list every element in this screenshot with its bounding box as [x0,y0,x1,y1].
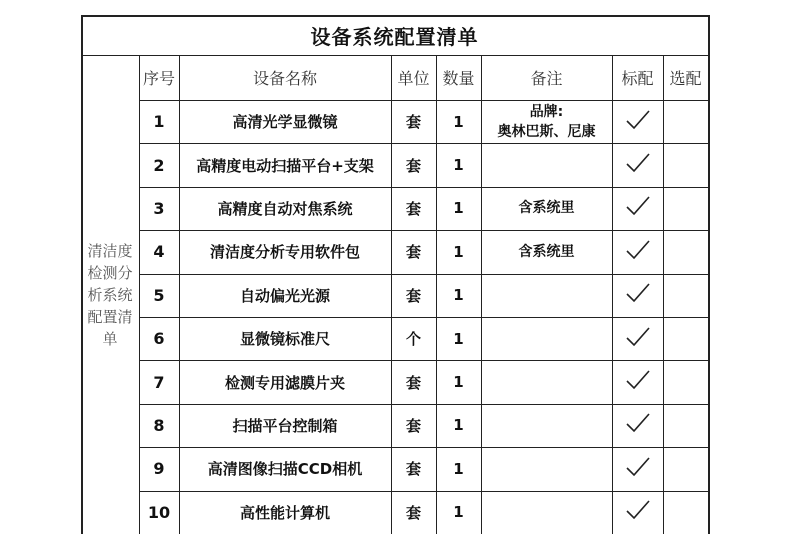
row-qty: 1 [453,112,464,131]
row-standard [612,360,663,403]
row-note-line: 奥林巴斯、尼康 [497,123,596,140]
checkmark-icon [625,499,651,525]
row-note-line: 含系统里 [518,243,575,260]
row-optional [663,360,708,403]
border-row [139,274,709,275]
row-optional [663,491,708,534]
row-device-name: 高精度自动对焦系统 [217,199,353,218]
border-header [139,100,709,101]
header-standard: 标配 [621,69,654,88]
border-column [612,55,613,534]
row-unit: 套 [405,243,421,262]
row-note-line: 品牌: [529,103,564,120]
table-title: 设备系统配置清单 [310,24,479,49]
row-note-lines [519,198,575,218]
checkmark-icon [625,369,651,395]
row-index: 6 [153,329,165,349]
row-unit: 套 [405,199,421,218]
row-optional [663,100,708,143]
border-row [139,404,709,405]
row-device-name: 高精度电动扫描平台+支架 [196,156,374,175]
row-unit: 套 [405,373,421,392]
row-note [481,491,612,534]
checkmark-icon [625,109,651,135]
row-device-name: 自动偏光光源 [239,286,330,305]
row-index: 8 [153,415,165,435]
border-column [436,55,437,534]
border-right [708,15,710,534]
row-note [481,404,612,447]
row-index: 5 [153,285,165,305]
row-qty: 1 [453,373,464,392]
row-unit: 套 [405,286,421,305]
checkmark-icon [625,195,651,221]
row-index: 9 [153,459,165,479]
row-device-name: 高清图像扫描CCD相机 [207,460,363,479]
side-category-label [81,55,139,534]
row-qty: 1 [453,156,464,175]
row-note [481,187,612,230]
row-optional [663,187,708,230]
row-note-lines [498,102,596,142]
row-note-lines [519,242,575,262]
row-standard [612,274,663,317]
header-index: 序号 [142,69,175,88]
row-optional [663,404,708,447]
side-label-line: 清洁度 [87,241,133,260]
row-device-name: 高清光学显微镜 [232,113,338,132]
row-device-name: 高性能计算机 [239,503,330,522]
row-qty: 1 [453,329,464,348]
side-label-line: 检测分 [87,263,133,282]
border-row [139,360,709,361]
row-unit: 个 [405,330,421,349]
border-row [139,187,709,188]
row-standard [612,317,663,360]
checkmark-icon [625,412,651,438]
border-column [139,55,140,534]
row-unit: 套 [405,113,421,132]
border-row [139,317,709,318]
row-note [481,317,612,360]
row-index: 1 [153,112,165,132]
checkmark-icon [625,152,651,178]
row-standard [612,100,663,143]
row-note [481,447,612,490]
row-note [481,143,612,186]
side-label-lines [87,240,132,350]
row-qty: 1 [453,286,464,305]
row-optional [663,317,708,360]
row-note [481,274,612,317]
row-note [481,360,612,403]
row-device-name: 清洁度分析专用软件包 [209,243,360,262]
side-label-line: 单 [102,329,118,348]
row-note-line: 含系统里 [518,200,575,217]
row-unit: 套 [405,416,421,435]
row-qty: 1 [453,416,464,435]
border-row [139,143,709,144]
row-standard [612,491,663,534]
row-optional [663,143,708,186]
row-standard [612,187,663,230]
border-title [81,55,709,56]
header-optional: 选配 [669,69,702,88]
border-row [139,447,709,448]
row-qty: 1 [453,459,464,478]
row-note [481,100,612,143]
checkmark-icon [625,282,651,308]
border-column [179,55,180,534]
header-qty: 数量 [442,69,475,88]
side-label-line: 配置清 [87,307,133,326]
row-unit: 套 [405,460,421,479]
header-name: 设备名称 [252,69,317,88]
row-index: 7 [153,372,165,392]
row-standard [612,447,663,490]
row-note [481,230,612,273]
row-device-name: 显微镜标准尺 [239,330,330,349]
row-device-name: 检测专用滤膜片夹 [224,373,345,392]
row-qty: 1 [453,503,464,522]
row-qty: 1 [453,242,464,261]
checkmark-icon [625,326,651,352]
side-label-line: 析系统 [87,285,133,304]
header-note: 备注 [530,69,563,88]
header-unit: 单位 [397,69,430,88]
checkmark-icon [625,456,651,482]
row-index: 3 [153,198,165,218]
row-standard [612,143,663,186]
row-unit: 套 [405,503,421,522]
row-index: 2 [153,155,165,175]
row-standard [612,230,663,273]
row-optional [663,274,708,317]
border-column [663,55,664,534]
row-optional [663,230,708,273]
row-device-name: 扫描平台控制箱 [232,416,338,435]
row-unit: 套 [405,156,421,175]
border-column [391,55,392,534]
border-row [139,230,709,231]
row-index: 4 [153,242,165,262]
row-optional [663,447,708,490]
checkmark-icon [625,239,651,265]
row-standard [612,404,663,447]
row-index: 10 [147,502,171,522]
row-qty: 1 [453,199,464,218]
border-row [139,491,709,492]
border-top [81,15,709,17]
border-column [481,55,482,534]
border-left [81,15,83,534]
